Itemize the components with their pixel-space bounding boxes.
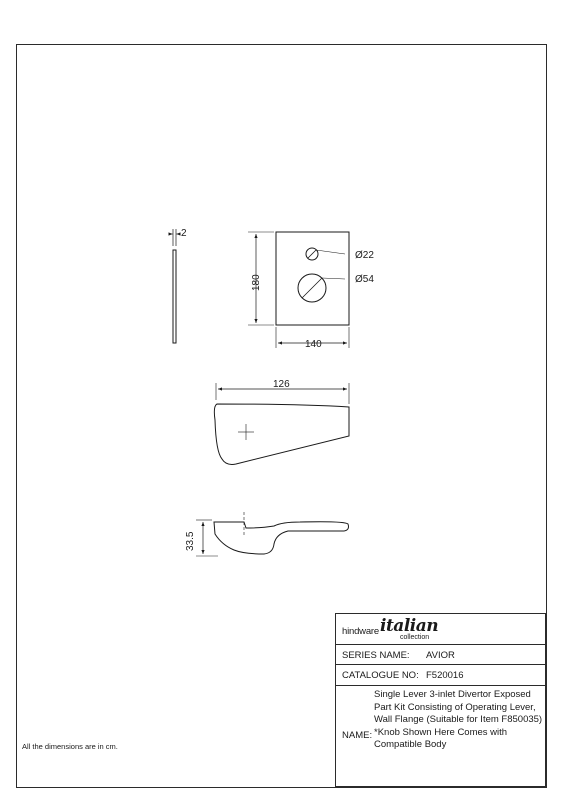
catalogue-value: F520016 xyxy=(426,670,464,681)
large-hole-dimension: Ø54 xyxy=(355,274,374,285)
small-hole-dimension: Ø22 xyxy=(355,250,374,261)
series-row xyxy=(336,645,545,665)
name-row xyxy=(336,686,545,787)
name-label: NAME: xyxy=(342,730,373,741)
brand-logo xyxy=(342,618,452,644)
lever-top-view xyxy=(214,379,349,464)
flange-side-view xyxy=(170,228,187,343)
series-label: SERIES NAME: xyxy=(342,650,410,661)
height-dimension: 180 xyxy=(251,274,262,291)
name-value: Single Lever 3-inlet Divertor Exposed Part Kit Consisting of Operating Lever, Wall Flange (Suitable for Item F850035) *Knob Shown Here Comes with Compatible Body xyxy=(374,689,543,750)
title-block xyxy=(335,613,546,787)
dimensions-note: All the dimensions are in cm. xyxy=(22,742,118,751)
brand-collection: collection xyxy=(400,634,430,641)
thickness-dimension: 2 xyxy=(181,228,187,239)
catalogue-row xyxy=(336,665,545,686)
brand-italian: italian xyxy=(380,616,439,636)
width-dimension: 140 xyxy=(305,339,322,350)
lever-profile xyxy=(214,522,349,554)
brand-hindware: hindware xyxy=(342,626,379,637)
lever-height-dimension: 33.5 xyxy=(185,531,196,551)
lever-side-view xyxy=(185,512,349,556)
series-value: AVIOR xyxy=(426,650,455,661)
lever-length-dimension: 126 xyxy=(273,379,290,390)
flange-edge xyxy=(173,250,176,343)
lever-outline xyxy=(214,404,349,464)
catalogue-label: CATALOGUE NO: xyxy=(342,670,419,681)
flange-front-view xyxy=(248,232,374,350)
brand-row xyxy=(336,614,545,645)
